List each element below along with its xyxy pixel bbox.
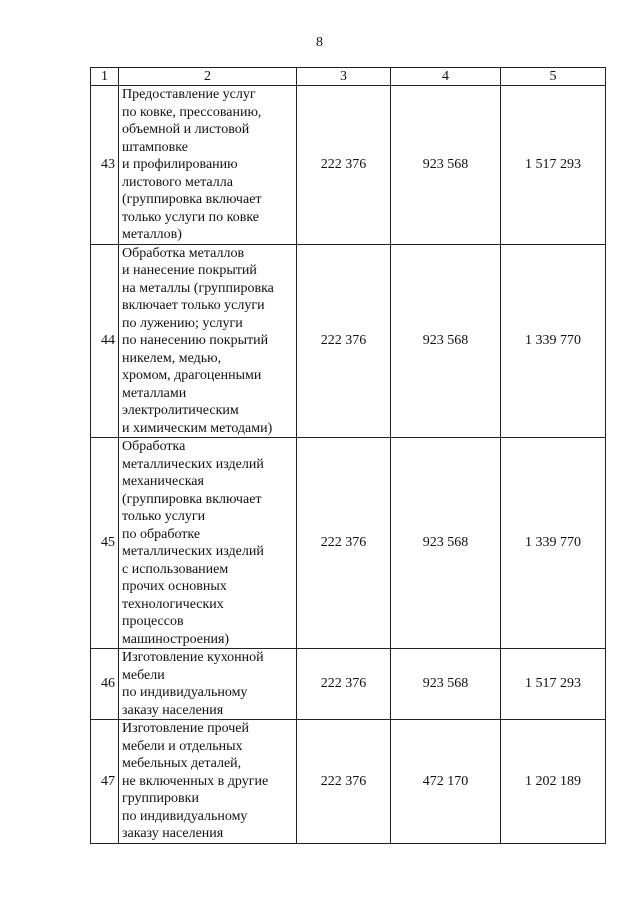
value-col-3: 222 376 (297, 86, 391, 245)
value-col-4: 923 568 (391, 649, 501, 720)
table-row (91, 86, 606, 245)
activity-name: Изготовление прочей мебели и отдельных мебельных деталей, не включенных в другие группировки по индивидуальному заказу населения (119, 720, 297, 844)
row-number: 46 (91, 649, 119, 720)
header-col-1: 1 (91, 68, 119, 86)
tariff-table (90, 67, 606, 844)
header-col-4: 4 (391, 68, 501, 86)
activity-name: Обработка металлов и нанесение покрытий на металлы (группировка включает только услуги по лужению; услуги по нанесению покрытий никелем, медью, хромом, драгоценными металлами электролитическим и химическим методами) (119, 244, 297, 438)
value-col-5: 1 517 293 (501, 86, 606, 245)
value-col-4: 923 568 (391, 86, 501, 245)
table-header (91, 68, 606, 86)
value-col-3: 222 376 (297, 244, 391, 438)
value-col-4: 923 568 (391, 244, 501, 438)
value-col-3: 222 376 (297, 649, 391, 720)
value-col-5: 1 202 189 (501, 720, 606, 844)
table-row (91, 649, 606, 720)
value-col-4: 472 170 (391, 720, 501, 844)
activity-name: Обработка металлических изделий механическая (группировка включает только услуги по обработке металлических изделий с использованием прочих основных технологических процессов машиностроения) (119, 438, 297, 649)
row-number: 43 (91, 86, 119, 245)
page-number: 8 (316, 35, 323, 50)
activity-name: Предоставление услуг по ковке, прессованию, объемной и листовой штамповке и профилированию листового металла (группировка включает только услуги по ковке металлов) (119, 86, 297, 245)
value-col-5: 1 339 770 (501, 244, 606, 438)
row-number: 45 (91, 438, 119, 649)
row-number: 47 (91, 720, 119, 844)
value-col-3: 222 376 (297, 720, 391, 844)
row-number: 44 (91, 244, 119, 438)
table-row (91, 244, 606, 438)
table-body (91, 86, 606, 844)
value-col-3: 222 376 (297, 438, 391, 649)
header-col-3: 3 (297, 68, 391, 86)
value-col-4: 923 568 (391, 438, 501, 649)
value-col-5: 1 517 293 (501, 649, 606, 720)
table-row (91, 438, 606, 649)
header-col-2: 2 (119, 68, 297, 86)
table-row (91, 720, 606, 844)
header-row (91, 68, 606, 86)
header-col-5: 5 (501, 68, 606, 86)
activity-name: Изготовление кухонной мебели по индивидуальному заказу населения (119, 649, 297, 720)
value-col-5: 1 339 770 (501, 438, 606, 649)
